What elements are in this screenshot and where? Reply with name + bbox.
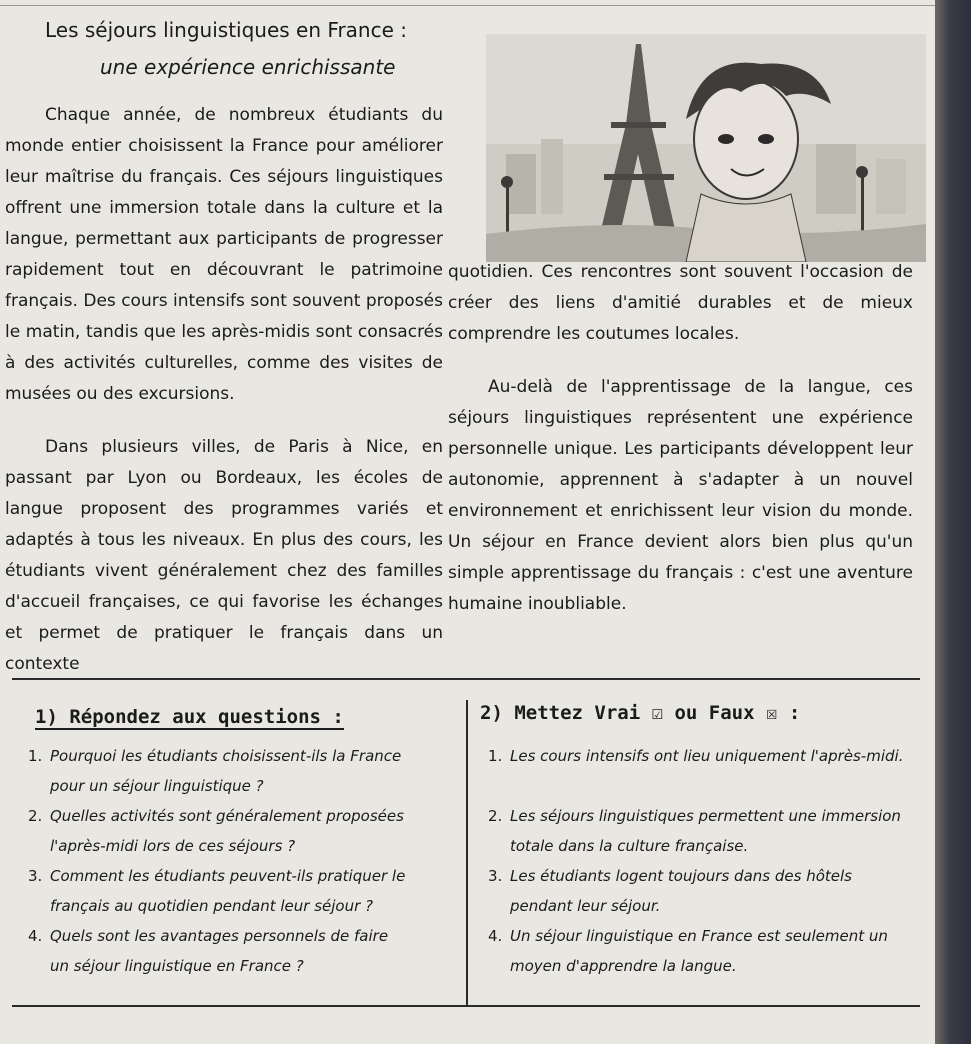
page-subtitle: une expérience enrichissante: [100, 55, 396, 79]
page-title: Les séjours linguistiques en France :: [45, 18, 407, 42]
statement-item: 3. Les étudiants logent toujours dans des hôtels pendant leur séjour.: [488, 867, 852, 915]
section-divider: [12, 678, 920, 680]
questions-list: [28, 741, 464, 981]
article-paragraph: Au-delà de l'apprentissage de la langue, ces séjours linguistiques représentent une expérience personnelle unique. Les participants développent leur autonomie, apprennent à s'adapter à un nouvel environnement et enrichissent leur vision du monde. Un séjour en France devient alors bien plus qu'un simple apprentissage du français : c'est une aventure humaine inoubliable.: [448, 377, 913, 614]
background-edge: [935, 0, 971, 1044]
questions-heading: 1) Répondez aux questions :: [35, 706, 344, 728]
article-left-column: [5, 100, 443, 680]
statement-item: 2. Les séjours linguistiques permettent une immersion totale dans la culture française.: [488, 807, 901, 855]
article-paragraph: Dans plusieurs villes, de Paris à Nice, en passant par Lyon ou Bordeaux, les écoles de langue proposent des programmes variés et adaptés à tous les niveaux. En plus des cours, les étudiants vivent généralement chez des familles d'accueil françaises, ce qui favorise les échanges et permet de pratiquer le français dans un contexte: [5, 437, 443, 674]
question-item: 3. Comment les étudiants peuvent-ils pratiquer le français au quotidien pendant leur séjour ?: [28, 867, 406, 915]
question-item: 4. Quels sont les avantages personnels de faire un séjour linguistique en France ?: [28, 927, 389, 975]
true-false-list: [488, 741, 928, 981]
statement-item: 4. Un séjour linguistique en France est seulement un moyen d'apprendre la langue.: [488, 927, 888, 975]
column-divider: [466, 700, 468, 1005]
question-item: 2. Quelles activités sont généralement proposées l'après-midi lors de ces séjours ?: [28, 807, 404, 855]
top-rule: [0, 5, 935, 6]
statement-item: 1. Les cours intensifs ont lieu uniquement l'après-midi.: [488, 747, 904, 765]
true-false-heading: 2) Mettez Vrai ☑ ou Faux ☒ :: [480, 702, 801, 724]
eiffel-tower-illustration: [486, 34, 926, 262]
article-paragraph: Chaque année, de nombreux étudiants du monde entier choisissent la France pour améliorer leur maîtrise du français. Ces séjours linguistiques offrent une immersion totale dans la culture et la langue, permettant aux participants de progresser rapidement tout en découvrant le patrimoine français. Des cours intensifs sont souvent proposés le matin, tandis que les après-midis sont consacrés à des activités culturelles, comme des visites de musées ou des excursions.: [5, 105, 443, 404]
article-paragraph: quotidien. Ces rencontres sont souvent l'occasion de créer des liens d'amitié durables et de mieux comprendre les coutumes locales.: [448, 262, 913, 344]
article-right-column: [448, 257, 913, 620]
bottom-rule: [12, 1005, 920, 1007]
question-item: 1. Pourquoi les étudiants choisissent-ils la France pour un séjour linguistique ?: [28, 747, 402, 795]
